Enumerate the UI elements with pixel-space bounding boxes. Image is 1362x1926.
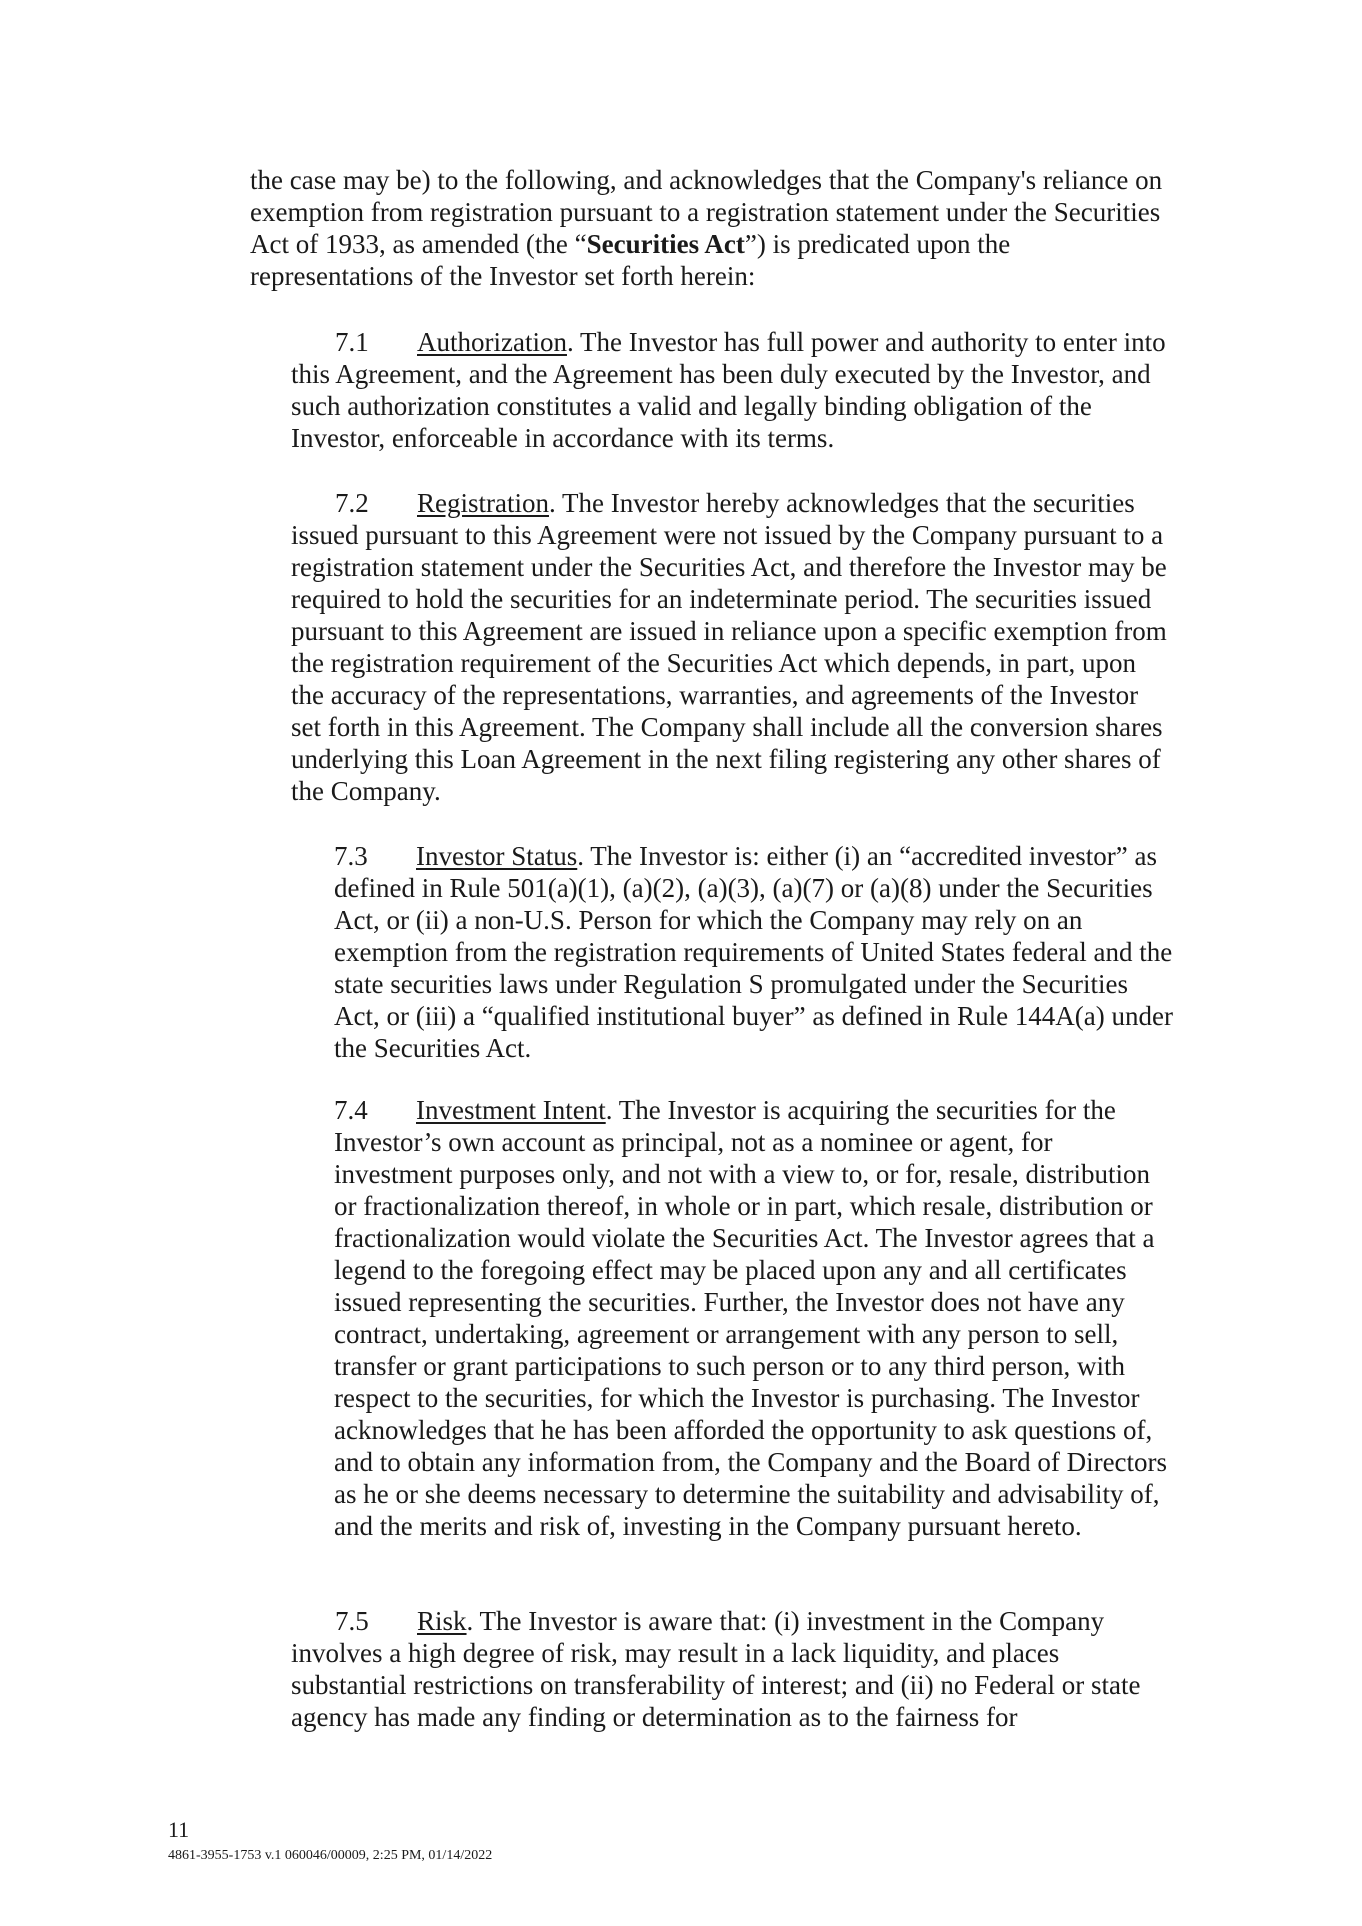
defined-term-securities-act: Securities Act <box>586 229 745 259</box>
intro-text-part1: the case may be) to the following, and acknowledges that the Company's reliance on exemption from registration pursuant to a registration statement under the Securities Act of 1933, as amended (the “ <box>250 165 1163 259</box>
section-body: . The Investor is acquiring the securities for the Investor’s own account as principal, not as a nominee or agent, for investment purposes only, and not with a view to, or for, resale, distribution or fractionalization thereof, in whole or in part, which resale, distribution or fractionalization would violate the Securities Act. The Investor agrees that a legend to the foregoing effect may be placed upon any and all certificates issued representing the securities. Further, the Investor does not have any contract, undertaking, agreement or arrangement with any person to sell, transfer or grant participations to such person or to any third person, with respect to the securities, for which the Investor is purchasing. The Investor acknowledges that he has been afforded the opportunity to ask questions of, and to obtain any information from, the Company and the Board of Directors as he or she deems necessary to determine the suitability and advisability of, and the merits and risk of, investing in the Company pursuant hereto. <box>334 1095 1168 1541</box>
section-number: 7.1 <box>335 327 369 357</box>
section-heading: Registration <box>417 488 549 518</box>
section-7-3 <box>334 840 1174 1064</box>
section-body: . The Investor is aware that: (i) investment in the Company involves a high degree of risk, may result in a lack liquidity, and places substantial restrictions on transferability of interest; and (ii) no Federal or state agency has made any finding or determination as to the fairness for <box>291 1606 1141 1732</box>
section-7-4 <box>334 1094 1174 1542</box>
section-heading: Investment Intent <box>416 1095 606 1125</box>
section-heading: Investor Status <box>416 841 578 871</box>
section-number: 7.4 <box>334 1095 368 1125</box>
intro-paragraph <box>250 164 1165 292</box>
section-number: 7.2 <box>335 488 369 518</box>
section-7-2 <box>291 487 1171 807</box>
document-id-footer: 4861-3955-1753 v.1 060046/00009, 2:25 PM, 01/14/2022 <box>168 1848 493 1863</box>
section-number: 7.5 <box>335 1606 369 1636</box>
section-heading: Authorization <box>417 327 567 357</box>
section-number: 7.3 <box>334 841 368 871</box>
page-number: 11 <box>168 1817 190 1842</box>
section-heading: Risk <box>417 1606 467 1636</box>
intro-text-part2: ”) is predicated upon the representations of the Investor set forth herein: <box>250 229 1011 291</box>
section-body: . The Investor hereby acknowledges that the securities issued pursuant to this Agreement were not issued by the Company pursuant to a registration statement under the Securities Act, and therefore the Investor may be required to hold the securities for an indeterminate period. The securities issued pursuant to this Agreement are issued in reliance upon a specific exemption from the registration requirement of the Securities Act which depends, in part, upon the accuracy of the representations, warranties, and agreements of the Investor set forth in this Agreement. The Company shall include all the conversion shares underlying this Loan Agreement in the next filing registering any other shares of the Company. <box>291 488 1167 806</box>
section-7-5 <box>291 1605 1171 1733</box>
section-body: . The Investor has full power and authority to enter into this Agreement, and the Agreement has been duly executed by the Investor, and such authorization constitutes a valid and legally binding obligation of the Investor, enforceable in accordance with its terms. <box>291 327 1166 453</box>
section-7-1 <box>291 326 1171 454</box>
section-body: . The Investor is: either (i) an “accredited investor” as defined in Rule 501(a)(1), (a)(2), (a)(3), (a)(7) or (a)(8) under the Securities Act, or (ii) a non-U.S. Person for which the Company may rely on an exemption from the registration requirements of United States federal and the state securities laws under Regulation S promulgated under the Securities Act, or (iii) a “qualified institutional buyer” as defined in Rule 144A(a) under the Securities Act. <box>334 841 1173 1063</box>
